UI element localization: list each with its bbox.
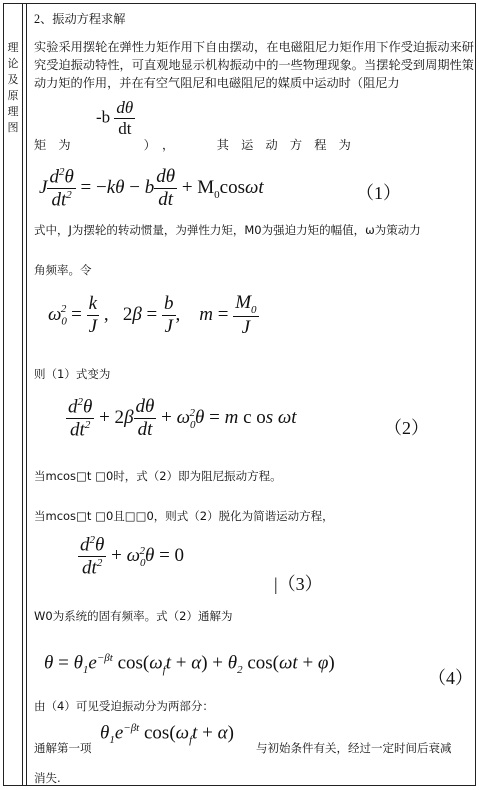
sidebar-label: 理论及原理图 — [7, 41, 19, 134]
eq1-description-line2: 角频率。令 — [34, 263, 92, 277]
eq3-intro: 当mcos□t □0且□□0，则式（2）脱化为简谐运动方程， — [34, 509, 334, 523]
equation-3: $\frac{d^2\theta}{dt^2}$ + $\omega_0^2\theta = 0$ — [80, 534, 185, 579]
eq1-description-line1: 式中，J为摆轮的转动惯量，为弹性力矩，M0为强迫力矩的幅值，ω为策动力 — [34, 223, 421, 237]
eq2-damped-note: 当mcos□t □0时，式（2）即为阻尼振动方程。 — [34, 469, 282, 483]
first-term-suffix: 与初始条件有关，经过一定时间后衰减 — [256, 741, 452, 755]
section-title: 2、振动方程求解 — [34, 12, 126, 26]
equation-2: $\frac{d^2\theta}{dt^2}$ + 2β $\frac{d\theta}{dt}$ + $\omega_0^2\theta = m$ c os ωt — [68, 396, 297, 441]
first-term-prefix: 通解第一项 — [34, 741, 92, 755]
moment-line: 矩 为 ） ， 其 运 动 方 程 为 — [34, 138, 351, 152]
intro-paragraph: 实验采用摆轮在弹性力矩作用下自由摆动，在电磁阻尼力矩作用下作受迫振动来研究受迫振动特性，可直观地显示机构振动中的一些物理现象。当摆轮受到周期性策动力矩的作用，并在有空气阻尼和电磁阻尼的媒质中运动时（阻尼力 — [34, 40, 474, 90]
eq4-intro: W0为系统的固有频率。式（2）通解为 — [34, 609, 233, 623]
equation-2-number: （2） — [384, 418, 429, 438]
definitions-equation: $\omega_0^2$ = $\frac{k}{J}$ , 2β = $\frac{b}{J}$ , m = $\frac{M_0}{J}$ — [48, 292, 257, 338]
first-term-expression: $\theta_1e^{-\beta t}$ $\cos(\omega_ft + \alpha)$ — [100, 722, 234, 747]
equation-4-number: （4） — [428, 668, 473, 688]
column-divider — [26, 4, 27, 785]
document-table — [3, 3, 476, 786]
equation-1: J $\frac{d^2\theta}{dt^2}$ = −kθ − b $\frac{d\theta}{dt}$ + $M_0\cos\omega t$ — [39, 166, 264, 211]
first-term-end: 消失. — [34, 771, 61, 785]
sidebar-column — [4, 4, 23, 785]
equation-3-number: |（3） — [274, 574, 323, 594]
equation-4: $\theta = \theta_1e^{-\beta t}$ $\cos(\omega_ft + \alpha) + \theta_2$ cos(ωt + φ) — [44, 652, 335, 677]
damping-term: -b $\frac{d\theta}{dt}$ — [96, 98, 134, 138]
equation-1-number: （1） — [356, 183, 401, 203]
eq2-intro: 则（1）式变为 — [34, 367, 111, 381]
two-parts-note: 由（4）可见受迫振动分为两部分： — [34, 699, 214, 713]
